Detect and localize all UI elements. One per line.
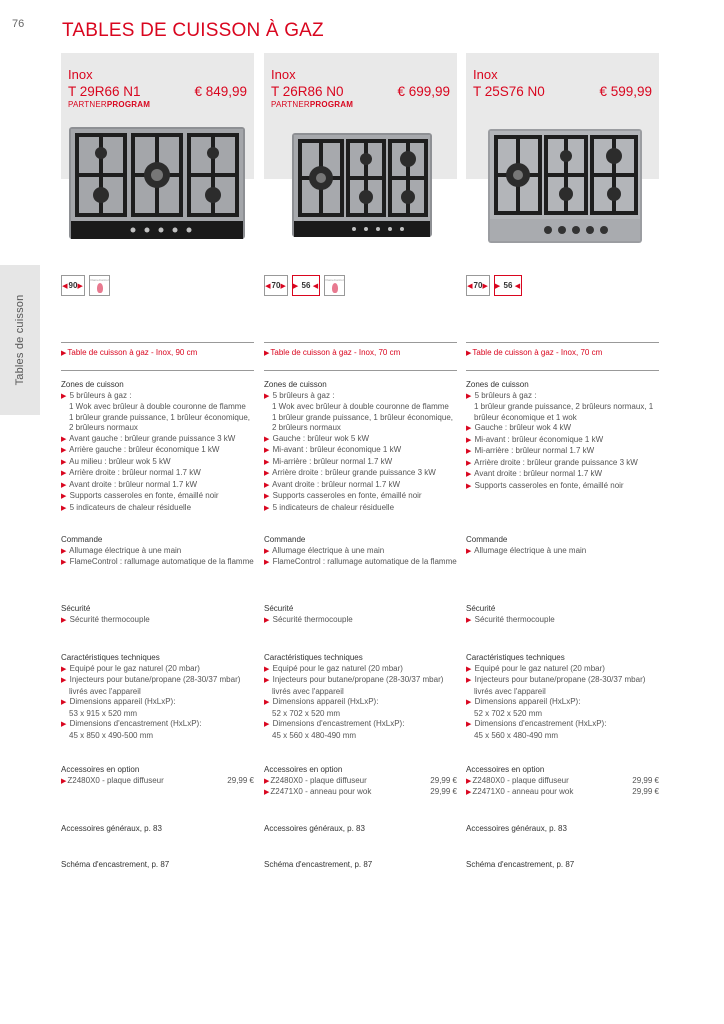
side-tab-label: Tables de cuisson (14, 294, 26, 386)
burner-badge: ▶ 56 ◀ (494, 275, 522, 296)
securite-section: Sécurité ▶ Sécurité thermocouple (466, 604, 555, 624)
commande-section: Commande ▶ Allumage électrique à une main ▶ FlameControl : rallumage automatique de la flamme (264, 535, 457, 566)
zones-section: Zones de cuisson ▶ 5 brûleurs à gaz : 1 Wok avec brûleur à double couronne de flamme 1 brûleur grande puissance, 1 brûleur économique, 2 brûleurs normaux ▶ Gauche : brûleur wok 5 kW ▶ Mi-avant : brûleur économique 1 kW ▶ Mi-arrière : brûleur normal 1.7 kW ▶ Arrière droite : brûleur grande puissance 3 kW ▶ Avant droite : brûleur normal 1.7 kW ▶ Supports casseroles en fonte, émaillé noir ▶ 5 indicateurs de chaleur résiduelle (264, 380, 454, 512)
product-price: € 849,99 (194, 84, 247, 99)
product-material: Inox (473, 67, 498, 82)
product-material: Inox (68, 67, 93, 82)
tech-section: Caractéristiques techniques ▶ Equipé pour le gaz naturel (20 mbar) ▶ Injecteurs pour butane/propane (28-30/37 mbar) livrés avec l'appareil ▶ Dimensions appareil (HxLxP): 52 x 702 x 520 mm ▶ Dimensions d'encastrement (HxLxP): 45 x 560 x 480-490 mm (466, 653, 646, 740)
accessoires-generaux: Accessoires généraux, p. 83 (466, 824, 567, 833)
schema-encastrement: Schéma d'encastrement, p. 87 (61, 860, 170, 869)
tech-section: Caractéristiques techniques ▶ Equipé pour le gaz naturel (20 mbar) ▶ Injecteurs pour butane/propane (28-30/37 mbar) livrés avec l'appareil ▶ Dimensions appareil (HxLxP): 53 x 915 x 520 mm ▶ Dimensions d'encastrement (HxLxP): 45 x 850 x 490-500 mm (61, 653, 241, 740)
accessories-section: Accessoires en option ▶Z2480X0 - plaque diffuseur 29,99 € ▶Z2471X0 - anneau pour wok 29,99 € (466, 765, 659, 799)
product-column-1 (61, 53, 254, 869)
partner-program-logo: PARTNERPROGRAM (68, 100, 151, 109)
size-badge: ◀ 70 ▶ (264, 275, 288, 296)
zones-section: Zones de cuisson ▶ 5 brûleurs à gaz : 1 Wok avec brûleur à double couronne de flamme 1 brûleur grande puissance, 1 brûleur économique, 2 brûleurs normaux ▶ Avant gauche : brûleur grande puissance 3 kW ▶ Arrière gauche : brûleur économique 1 kW ▶ Au milieu : brûleur wok 5 kW ▶ Arrière droite : brûleur normal 1.7 kW ▶ Avant droite : brûleur normal 1.7 kW ▶ Supports casseroles en fonte, émaillé noir ▶ 5 indicateurs de chaleur résiduelle (61, 380, 251, 512)
size-badge: ◀ 90 ▶ (61, 275, 85, 296)
flamecontrol-icon: FlameControl (324, 275, 345, 296)
commande-section: Commande ▶ Allumage électrique à une main ▶ FlameControl : rallumage automatique de la flamme (61, 535, 254, 566)
product-model: T 26R86 N0 (271, 84, 344, 99)
flamecontrol-icon: FlameControl (89, 275, 110, 296)
accessory-row: ▶Z2471X0 - anneau pour wok 29,99 € (264, 787, 457, 796)
accessory-row: ▶Z2480X0 - plaque diffuseur 29,99 € (466, 775, 659, 785)
gas-hob-image (486, 125, 644, 247)
securite-section: Sécurité ▶ Sécurité thermocouple (61, 604, 150, 624)
tech-section: Caractéristiques techniques ▶ Equipé pour le gaz naturel (20 mbar) ▶ Injecteurs pour butane/propane (28-30/37 mbar) livrés avec l'appareil ▶ Dimensions appareil (HxLxP): 52 x 702 x 520 mm ▶ Dimensions d'encastrement (HxLxP): 45 x 560 x 480-490 mm (264, 653, 444, 740)
side-tab (0, 265, 40, 415)
accessory-row: ▶Z2471X0 - anneau pour wok 29,99 € (466, 787, 659, 796)
burner-badge: ▶ 56 ◀ (292, 275, 320, 296)
commande-section: Commande ▶ Allumage électrique à une main (466, 535, 587, 555)
size-badge: ◀ 70 ▶ (466, 275, 490, 296)
product-model: T 29R66 N1 (68, 84, 141, 99)
feature-badges (466, 275, 522, 296)
page-title: TABLES DE CUISSON À GAZ (62, 20, 324, 41)
product-column-3 (466, 53, 659, 869)
accessories-section: Accessoires en option ▶Z2480X0 - plaque diffuseur 29,99 € (61, 765, 254, 787)
accessoires-generaux: Accessoires généraux, p. 83 (61, 824, 162, 833)
securite-section: Sécurité ▶ Sécurité thermocouple (264, 604, 353, 624)
accessories-section: Accessoires en option ▶Z2480X0 - plaque diffuseur 29,99 € ▶Z2471X0 - anneau pour wok 29,99 € (264, 765, 457, 799)
feature-badges (61, 275, 110, 296)
product-price: € 699,99 (397, 84, 450, 99)
gas-hob-image (67, 123, 247, 245)
accessory-row: ▶Z2480X0 - plaque diffuseur 29,99 € (264, 775, 457, 785)
product-subtitle: ▶Table de cuisson à gaz - Inox, 90 cm (61, 342, 254, 371)
accessory-row: ▶Z2480X0 - plaque diffuseur 29,99 € (61, 775, 254, 785)
zones-section: Zones de cuisson ▶ 5 brûleurs à gaz : 1 brûleur grande puissance, 2 brûleurs normaux, 1 brûleur économique et 1 wok ▶ Gauche : brûleur wok 4 kW ▶ Mi-avant : brûleur économique 1 kW ▶ Mi-arrière : brûleur normal 1.7 kW ▶ Arrière droite : brûleur grande puissance 3 kW ▶ Avant droite : brûleur normal 1.7 kW ▶ Supports casseroles en fonte, émaillé noir (466, 380, 654, 490)
schema-encastrement: Schéma d'encastrement, p. 87 (466, 860, 575, 869)
page-number: 76 (12, 18, 25, 30)
partner-program-logo: PARTNERPROGRAM (271, 100, 354, 109)
product-material: Inox (271, 67, 296, 82)
gas-hob-image (270, 123, 450, 245)
feature-badges (264, 275, 345, 296)
product-column-2 (264, 53, 457, 869)
product-price: € 599,99 (599, 84, 652, 99)
accessoires-generaux: Accessoires généraux, p. 83 (264, 824, 365, 833)
schema-encastrement: Schéma d'encastrement, p. 87 (264, 860, 373, 869)
product-subtitle: ▶Table de cuisson à gaz - Inox, 70 cm (264, 342, 457, 371)
product-model: T 25S76 N0 (473, 84, 545, 99)
product-subtitle: ▶Table de cuisson à gaz - Inox, 70 cm (466, 342, 659, 371)
